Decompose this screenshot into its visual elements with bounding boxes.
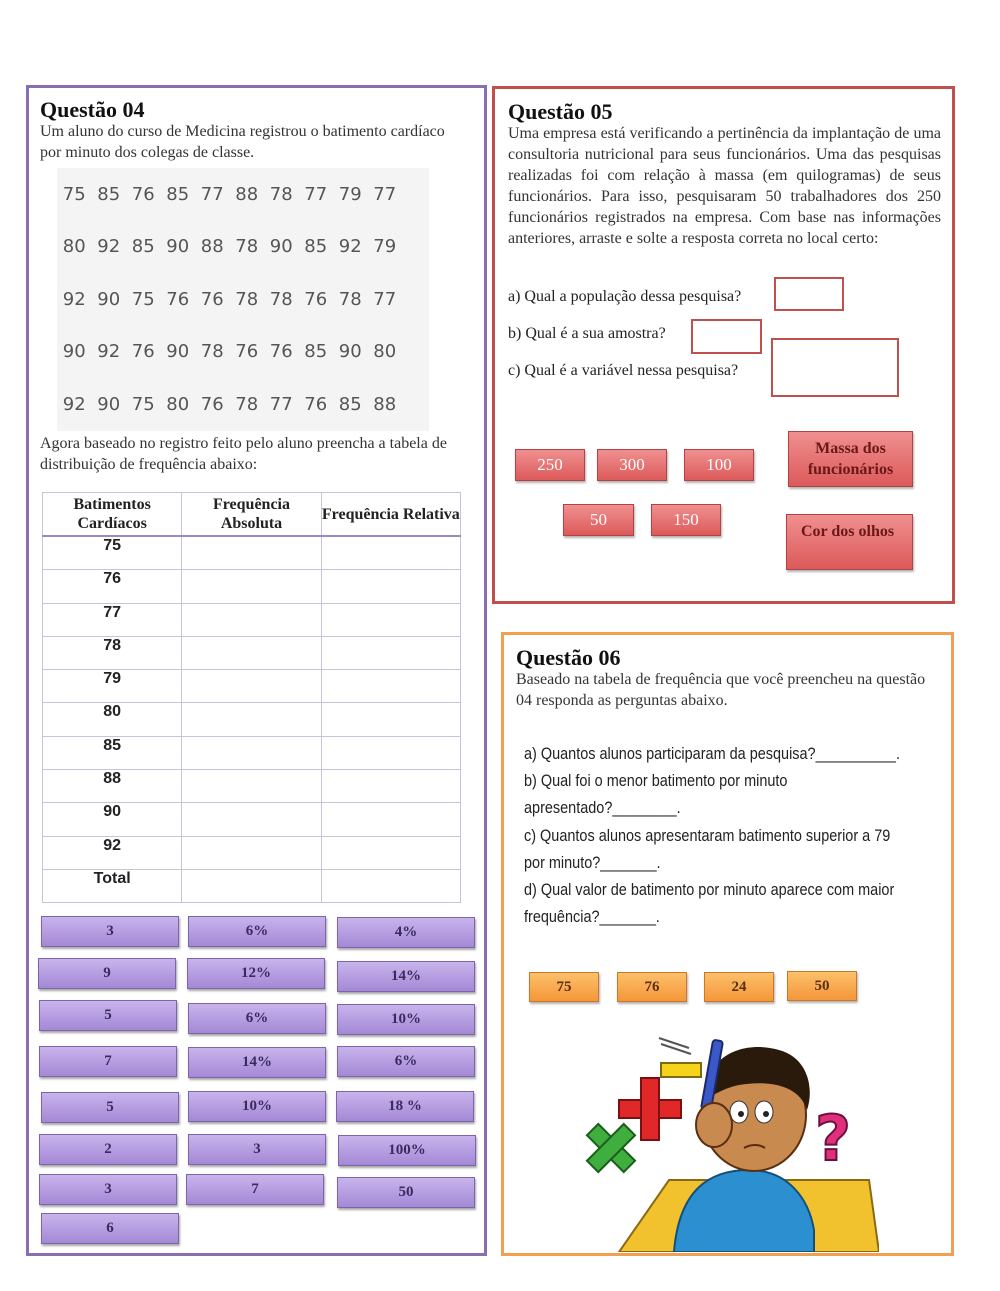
heartbeat-data-grid	[57, 168, 429, 431]
header-absolute-frequency: Frequência Absoluta	[182, 493, 321, 537]
data-cell: 77	[304, 183, 328, 205]
data-cell: 76	[200, 288, 224, 310]
data-cell: 85	[166, 183, 190, 205]
data-cell: 78	[338, 288, 362, 310]
drop-cell-absolute[interactable]	[182, 869, 321, 902]
q5-question-c: c) Qual é a variável nessa pesquisa?	[508, 362, 739, 379]
data-cell: 76	[131, 341, 155, 363]
data-cell: 80	[373, 341, 397, 363]
answer-tile[interactable]: 5	[41, 1092, 179, 1123]
q5-question-b: b) Qual é a sua amostra?	[508, 325, 666, 342]
answer-tile[interactable]: 14%	[188, 1047, 326, 1078]
option-tile-eye-color[interactable]: Cor dos olhos	[786, 514, 913, 570]
data-cell: 90	[166, 236, 190, 258]
row-label: 79	[43, 670, 182, 703]
data-cell: 75	[131, 288, 155, 310]
data-row	[57, 221, 429, 274]
data-cell: 79	[373, 236, 397, 258]
answer-tile[interactable]: 50	[337, 1177, 475, 1208]
data-cell: 78	[269, 288, 293, 310]
data-cell: 90	[62, 341, 86, 363]
data-cell: 78	[235, 393, 259, 415]
answer-tile[interactable]: 6%	[188, 916, 326, 947]
table-row	[43, 670, 461, 703]
question-06-panel	[501, 632, 954, 1256]
data-cell: 78	[235, 288, 259, 310]
option-tile[interactable]: 76	[617, 972, 687, 1002]
data-cell: 92	[62, 393, 86, 415]
data-cell: 88	[373, 393, 397, 415]
q6-intro: Baseado na tabela de frequência que você preencheu na questão 04 responda as perguntas abaixo.	[516, 671, 926, 709]
data-row	[57, 273, 429, 326]
drop-cell-relative[interactable]	[321, 570, 460, 603]
drop-cell-absolute[interactable]	[182, 636, 321, 669]
table-row	[43, 536, 461, 570]
drop-cell-relative[interactable]	[321, 736, 460, 769]
table-row	[43, 803, 461, 836]
q6-line-d: d) Qual valor de batimento por minuto aparece com maior	[524, 880, 895, 899]
drop-cell-relative[interactable]	[321, 536, 460, 570]
question-mark-icon: ?	[815, 1102, 851, 1175]
data-cell: 92	[338, 236, 362, 258]
table-row	[43, 570, 461, 603]
q6-line-c2: por minuto?_______.	[524, 853, 661, 872]
drop-cell-absolute[interactable]	[182, 670, 321, 703]
data-cell: 75	[131, 393, 155, 415]
q6-line-a: a) Quantos alunos participaram da pesquisa?__________.	[524, 744, 900, 763]
q4-intro: Um aluno do curso de Medicina registrou o batimento cardíaco por minuto dos colegas de classe.	[40, 123, 445, 161]
drop-cell-relative[interactable]	[321, 636, 460, 669]
drop-cell-relative[interactable]	[321, 803, 460, 836]
answer-tile[interactable]: 14%	[337, 961, 475, 992]
drop-cell-absolute[interactable]	[182, 603, 321, 636]
drop-cell-absolute[interactable]	[182, 536, 321, 570]
drop-cell-absolute[interactable]	[182, 836, 321, 869]
drop-cell-absolute[interactable]	[182, 570, 321, 603]
answer-tile[interactable]: 18 %	[336, 1091, 474, 1122]
answer-tile[interactable]: 6%	[337, 1046, 475, 1077]
table-row	[43, 836, 461, 869]
row-label: 80	[43, 703, 182, 736]
frequency-table	[42, 492, 461, 903]
minus-sign-icon	[661, 1063, 701, 1077]
data-row	[57, 378, 429, 431]
data-cell: 77	[269, 393, 293, 415]
data-cell: 85	[338, 393, 362, 415]
data-cell: 77	[373, 183, 397, 205]
row-label: 76	[43, 570, 182, 603]
data-cell: 76	[304, 288, 328, 310]
data-cell: 90	[97, 393, 121, 415]
data-cell: 85	[131, 236, 155, 258]
answer-tile[interactable]: 3	[41, 916, 179, 947]
answer-tile[interactable]: 6	[41, 1213, 179, 1244]
multiply-sign-icon	[579, 1111, 648, 1185]
data-cell: 90	[338, 341, 362, 363]
table-row	[43, 703, 461, 736]
data-cell: 92	[97, 341, 121, 363]
data-row	[57, 168, 429, 221]
table-row	[43, 736, 461, 769]
option-tile[interactable]: 300	[597, 449, 667, 481]
answer-tile[interactable]: 2	[39, 1134, 177, 1165]
data-cell: 88	[200, 236, 224, 258]
answer-tile[interactable]: 100%	[338, 1135, 476, 1166]
row-label: 88	[43, 770, 182, 803]
data-cell: 85	[97, 183, 121, 205]
drop-cell-relative[interactable]	[321, 770, 460, 803]
q6-line-c: c) Quantos alunos apresentaram batimento superior a 79	[524, 826, 891, 845]
data-cell: 85	[304, 341, 328, 363]
answer-tile[interactable]: 5	[39, 1000, 177, 1031]
option-tile[interactable]: 250	[515, 449, 585, 481]
q6-title: Questão 06	[516, 645, 621, 670]
row-label: 92	[43, 836, 182, 869]
data-cell: 78	[269, 183, 293, 205]
table-header-row	[43, 493, 461, 537]
answer-tile[interactable]: 4%	[337, 917, 475, 948]
data-cell: 76	[235, 341, 259, 363]
drop-cell-absolute[interactable]	[182, 736, 321, 769]
row-label: 78	[43, 636, 182, 669]
row-label: 77	[43, 603, 182, 636]
row-label: 85	[43, 736, 182, 769]
q4-title: Questão 04	[40, 97, 145, 122]
drop-box-population[interactable]	[774, 277, 844, 311]
data-cell: 80	[166, 393, 190, 415]
header-heartbeats: Batimentos Cardíacos	[43, 493, 182, 537]
drop-cell-relative[interactable]	[321, 603, 460, 636]
option-tile[interactable]: 24	[704, 972, 774, 1002]
data-cell: 85	[304, 236, 328, 258]
question-04-panel	[26, 85, 487, 1256]
data-cell: 78	[200, 341, 224, 363]
data-cell: 77	[373, 288, 397, 310]
data-cell: 88	[235, 183, 259, 205]
option-tile[interactable]: 50	[563, 504, 634, 536]
option-tile[interactable]: 100	[684, 449, 754, 481]
answer-tile[interactable]: 3	[39, 1174, 177, 1205]
row-label: 90	[43, 803, 182, 836]
option-tile[interactable]: 150	[651, 504, 721, 536]
answer-tile[interactable]: 6%	[188, 1003, 326, 1034]
data-cell: 92	[97, 236, 121, 258]
drop-cell-relative[interactable]	[321, 869, 460, 902]
data-cell: 76	[269, 341, 293, 363]
table-row	[43, 603, 461, 636]
table-row	[43, 770, 461, 803]
option-tile[interactable]: 75	[529, 972, 599, 1002]
drop-cell-absolute[interactable]	[182, 803, 321, 836]
row-label: 75	[43, 536, 182, 570]
drop-box-sample[interactable]	[691, 319, 762, 354]
q5-question-a: a) Qual a população dessa pesquisa?	[508, 288, 742, 305]
data-cell: 77	[200, 183, 224, 205]
answer-tile[interactable]: 10%	[337, 1004, 475, 1035]
data-cell: 92	[62, 288, 86, 310]
thinking-student-illustration	[579, 1030, 879, 1252]
answer-tile[interactable]: 9	[38, 958, 176, 989]
q5-title: Questão 05	[508, 99, 613, 124]
drop-cell-absolute[interactable]	[182, 703, 321, 736]
header-relative-frequency: Frequência Relativa	[321, 493, 460, 537]
q6-line-d2: frequência?_______.	[524, 907, 660, 926]
drop-cell-relative[interactable]	[321, 703, 460, 736]
answer-tile[interactable]: 7	[39, 1046, 177, 1077]
drop-cell-absolute[interactable]	[182, 770, 321, 803]
data-cell: 76	[131, 183, 155, 205]
drop-cell-relative[interactable]	[321, 836, 460, 869]
data-cell: 76	[166, 288, 190, 310]
equals-sign-icon	[659, 1038, 691, 1054]
row-label-total: Total	[43, 869, 182, 902]
q6-line-b2: apresentado?________.	[524, 798, 681, 817]
drop-cell-relative[interactable]	[321, 670, 460, 703]
data-cell: 79	[338, 183, 362, 205]
answer-tile[interactable]: 12%	[187, 958, 325, 989]
option-tile[interactable]: 50	[787, 971, 857, 1001]
q5-text: Uma empresa está verificando a pertinência da implantação de uma consultoria nutricional para seus funcionários. Uma das pesquisas realizadas foi com relação à massa (em quilogramas) de seus funcionários. Para isso, pesquisaram 50 trabalhadores dos 250 funcionários registrados na empresa. Com base nas informações anteriores, arraste e solte a resposta correta no local certo:	[508, 125, 941, 247]
data-row	[57, 326, 429, 379]
q6-line-b: b) Qual foi o menor batimento por minuto	[524, 771, 788, 790]
answer-tile[interactable]: 7	[186, 1174, 324, 1205]
data-cell: 90	[166, 341, 190, 363]
data-cell: 75	[62, 183, 86, 205]
question-05-panel	[492, 86, 955, 604]
option-tile-mass[interactable]: Massa dos funcionários	[788, 431, 913, 487]
data-cell: 76	[200, 393, 224, 415]
data-cell: 76	[304, 393, 328, 415]
data-cell: 80	[62, 236, 86, 258]
data-cell: 90	[269, 236, 293, 258]
answer-tile[interactable]: 3	[188, 1134, 326, 1165]
drop-box-variable[interactable]	[771, 338, 899, 397]
data-cell: 78	[235, 236, 259, 258]
table-row	[43, 636, 461, 669]
table-row-total	[43, 869, 461, 902]
answer-tile[interactable]: 10%	[188, 1091, 326, 1122]
data-cell: 90	[97, 288, 121, 310]
q4-instruction: Agora baseado no registro feito pelo aluno preencha a tabela de distribuição de frequência abaixo:	[40, 435, 447, 473]
